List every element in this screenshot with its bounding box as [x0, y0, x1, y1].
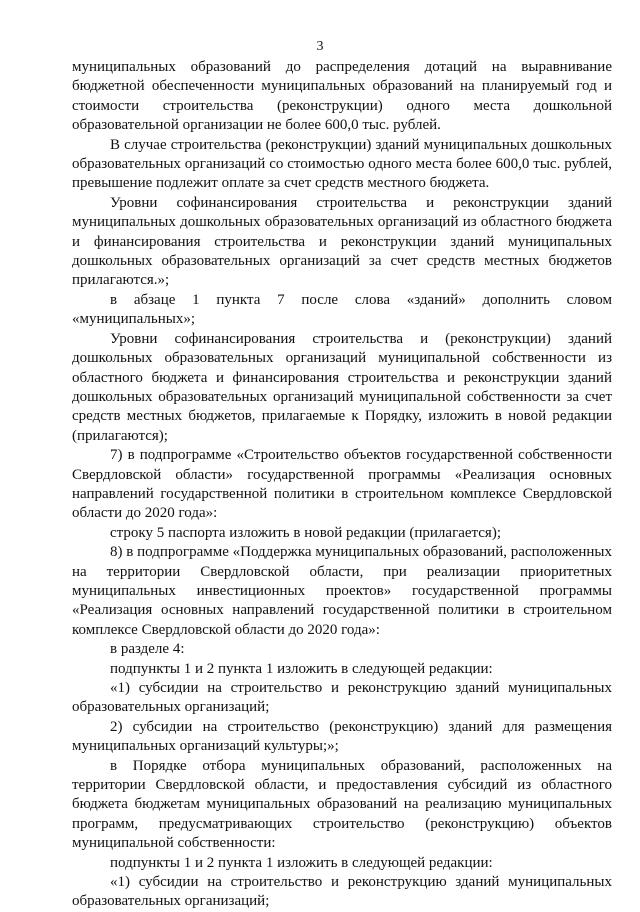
paragraph-cost-excess: В случае строительства (реконструкции) зданий муниципальных дошкольных образовательных организаций со стоимостью одного места более 600,0 тыс. рублей, превышение подлежит оплате за счет средств местного бюджета.	[72, 136, 612, 192]
paragraph-subitems-intro-2: подпункты 1 и 2 пункта 1 изложить в следующей редакции:	[110, 854, 493, 871]
paragraph-selection-procedure: в Порядке отбора муниципальных образований, расположенных на территории Свердловской области, и предоставления субсидий из областного бюджета бюджетам муниципальных образований на реализацию муниципальных программ, предусматривающих строительство (реконструкцию) объектов муниципальной собственности:	[72, 757, 612, 852]
paragraph-subprogram-7: 7) в подпрограмме «Строительство объектов государственной собственности Свердловской области» государственной программы «Реализация основных направлений государственной политики в строительном комплексе Свердловской области до 2020 года»:	[72, 447, 612, 522]
paragraph-subsidy-education-2: «1) субсидии на строительство и реконструкцию зданий муниципальных образовательных организаций;	[72, 874, 612, 910]
paragraph-passport-line-5: строку 5 паспорта изложить в новой редакции (прилагается);	[110, 524, 501, 541]
paragraph-cofinancing-new-edition: Уровни софинансирования строительства и (реконструкции) зданий дошкольных образовательных организаций муниципальной собственности из областного бюджета и финансирования строительства и реконструкции зданий дошкольных образовательных организаций муниципальной собственности за счет средств местных бюджетов, прилагаемые к Порядку, изложить в новой редакции (прилагаются);	[72, 330, 612, 444]
paragraph-subprogram-8: 8) в подпрограмме «Поддержка муниципальных образований, расположенных на территории Свердловской области, при реализации приоритетных муниципальных инвестиционных проектов» государственной программы «Реализация основных направлений государственной политики в строительном комплексе Свердловской области до 2020 года»:	[72, 544, 612, 638]
paragraph-continuation: муниципальных образований до распределения дотаций на выравнивание бюджетной обеспеченности муниципальных образований на планируемый год и стоимости строительства (реконструкции) одного места дошкольной образовательной организации не более 600,0 тыс. рублей.	[72, 59, 612, 134]
paragraph-subitems-intro-1: подпункты 1 и 2 пункта 1 изложить в следующей редакции:	[110, 660, 493, 677]
paragraph-section-4: в разделе 4:	[110, 641, 185, 658]
paragraph-subsidy-culture: 2) субсидии на строительство (реконструкцию) зданий для размещения муниципальных организаций культуры;»;	[72, 718, 612, 755]
page-number: 3	[316, 39, 324, 54]
paragraph-amendment-item-7: в абзаце 1 пункта 7 после слова «зданий» дополнить словом «муниципальных»;	[72, 291, 612, 328]
document-body	[72, 58, 612, 912]
paragraph-cofinancing-levels: Уровни софинансирования строительства и реконструкции зданий муниципальных дошкольных образовательных организаций из областного бюджета и финансирования строительства и реконструкции зданий муниципальных дошкольных образовательных организаций за счет средств местных бюджетов прилагаются.»;	[72, 194, 612, 289]
paragraph-subsidy-education-1: «1) субсидии на строительство и реконструкцию зданий муниципальных образовательных организаций;	[72, 680, 612, 716]
